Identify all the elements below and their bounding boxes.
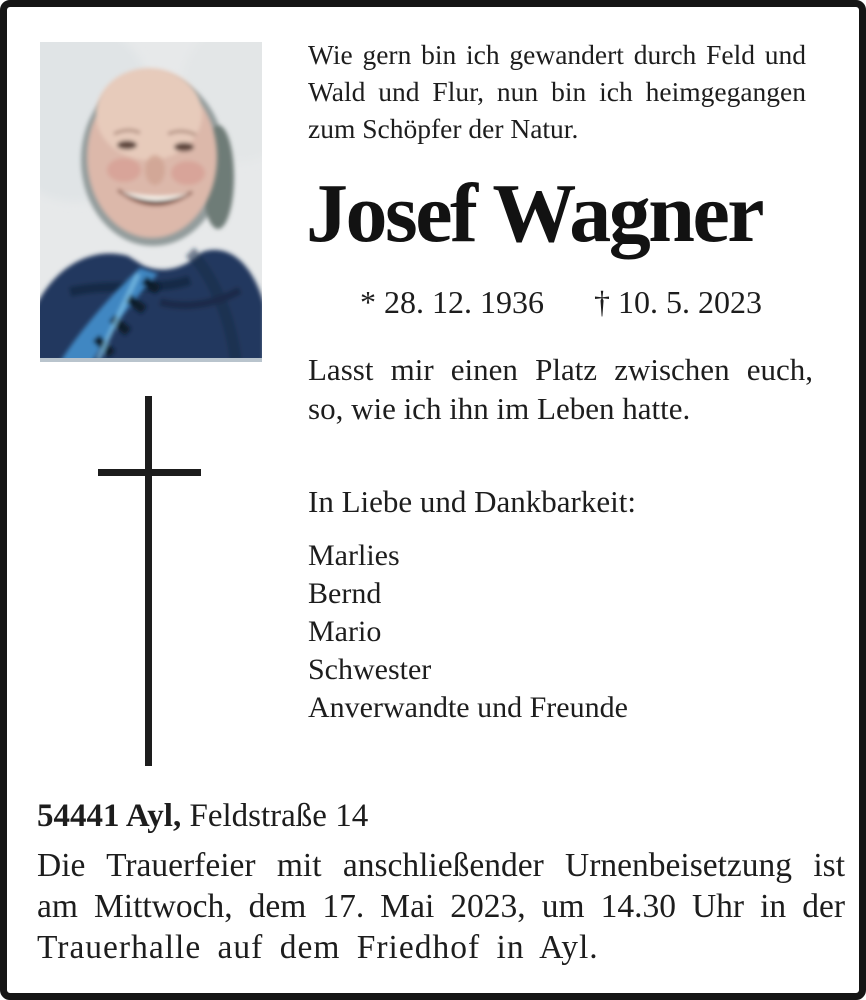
deceased-name: Josef Wagner	[306, 167, 763, 260]
address-street: Feldstraße 14	[181, 798, 369, 834]
funeral-info-line: Trauerhalle auf dem Friedhof in Ayl.	[37, 929, 599, 966]
funeral-info	[37, 845, 845, 968]
portrait-photo-illustration	[40, 42, 262, 362]
mourning-intro: In Liebe und Dankbarkeit:	[308, 484, 636, 519]
epitaph-line: zum Schöpfer der Natur.	[308, 113, 579, 144]
cross-horizontal-bar	[98, 469, 201, 476]
farewell-line: so, wie ich ihn im Leben hatte.	[308, 391, 691, 426]
life-dates	[360, 284, 762, 321]
farewell-verse	[308, 350, 813, 428]
mourner-name: Marlies	[308, 539, 400, 572]
funeral-info-line: Die Trauerfeier mit anschließender Urnenbeisetzung ist	[37, 847, 845, 884]
mourner-name: Bernd	[308, 577, 382, 610]
farewell-line: Lasst mir einen Platz zwischen euch,	[308, 352, 813, 387]
epitaph-line: Wald und Flur, nun bin ich heimgegangen	[308, 76, 806, 107]
epitaph-line: Wie gern bin ich gewandert durch Feld und	[308, 39, 806, 70]
death-date: † 10. 5. 2023	[594, 284, 762, 320]
mourner-name: Schwester	[308, 653, 432, 686]
birth-date: * 28. 12. 1936	[360, 284, 544, 320]
funeral-info-line: am Mittwoch, dem 17. Mai 2023, um 14.30 Uhr in der	[37, 888, 845, 925]
mourner-name: Anverwandte und Freunde	[308, 691, 628, 724]
address-city: 54441 Ayl,	[37, 798, 182, 834]
cross-vertical-bar	[145, 396, 152, 766]
mourner-name: Mario	[308, 615, 382, 648]
mourners-list	[308, 537, 628, 727]
epitaph-verse	[308, 36, 806, 147]
address-line	[37, 798, 368, 835]
portrait-photo	[40, 42, 262, 362]
